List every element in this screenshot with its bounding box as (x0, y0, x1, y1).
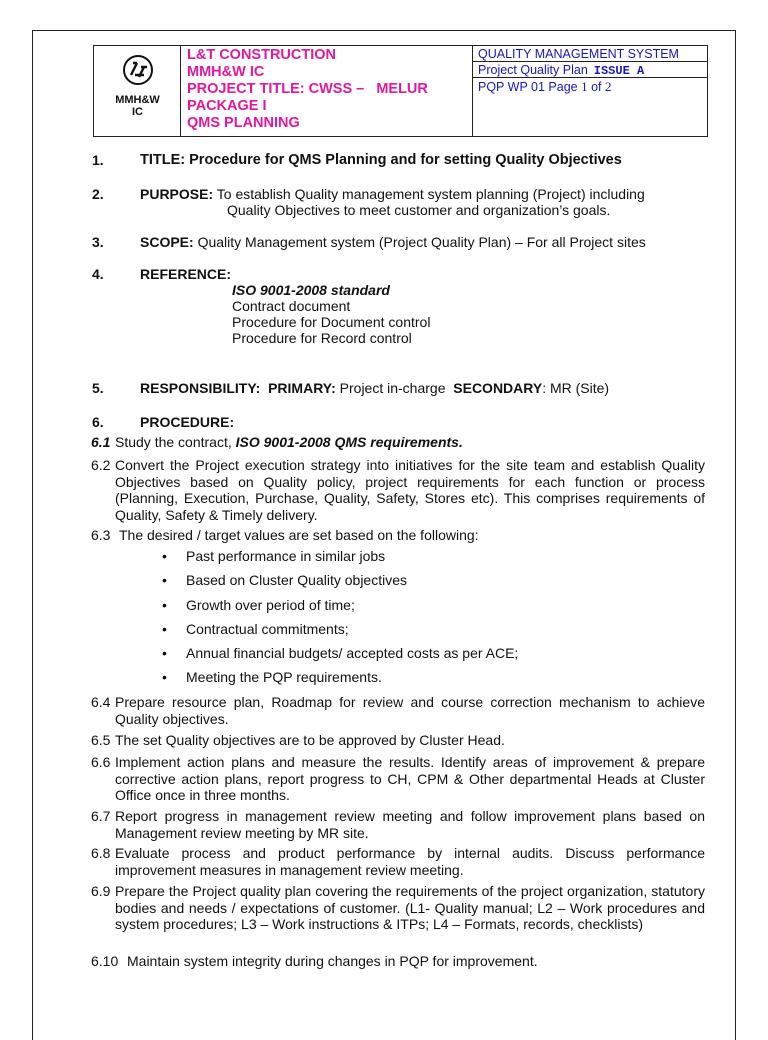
page-ref-row (473, 79, 707, 95)
issue-label: ISSUE A (593, 64, 645, 78)
purpose-text-line2: Quality Objectives to meet customer and organization’s goals. (227, 202, 611, 218)
step-number: 6.7 (91, 808, 111, 824)
procedure-step-6-5 (91, 732, 705, 749)
logo-caption-line1: MMH&W (115, 94, 160, 106)
logo-cell (94, 46, 181, 136)
target-basis-list (162, 548, 518, 694)
responsibility-label: RESPONSIBILITY: (140, 380, 261, 396)
package-name: PACKAGE I (187, 98, 267, 114)
division-name: MMH&W IC (187, 64, 265, 80)
list-item: • Contractual commitments; (162, 620, 349, 637)
reference-item: Procedure for Record control (232, 330, 412, 346)
procedure-step-6-1 (91, 434, 705, 451)
qms-info-block (473, 46, 707, 136)
step-text: Prepare resource plan, Roadmap for review and course correction mechanism to achieve Quality objectives. (115, 694, 705, 727)
step-text: Evaluate process and product performance by internal audits. Discuss performance improvement measures in management review meeting. (115, 845, 705, 878)
document-header (93, 45, 708, 137)
plan-label: Project Quality Plan (478, 63, 588, 77)
page-number: 1 (581, 79, 588, 94)
step-text: Implement action plans and measure the results. Identify areas of improvement & prepare corrective action plans, report progress to CH, CPM & Other departmental Heads at Cluster Office once in three months. (115, 754, 705, 803)
step-number: 6.3 (91, 527, 111, 543)
list-item-text: Meeting the PQP requirements. (186, 669, 382, 686)
step-number: 6.8 (91, 845, 111, 861)
step-text: The set Quality objectives are to be approved by Cluster Head. (115, 732, 505, 748)
section-number: 4. (92, 266, 104, 282)
procedure-step-6-3 (91, 527, 705, 544)
step-number: 6.6 (91, 754, 111, 770)
secondary-label: SECONDARY (453, 380, 543, 396)
section-number: 2. (92, 186, 104, 202)
procedure-label: PROCEDURE: (140, 414, 235, 430)
step-text: Maintain system integrity during changes in PQP for improvement. (127, 953, 538, 969)
scope-text: Quality Management system (Project Quality Plan) – For all Project sites (197, 234, 646, 250)
step-text-emphasis: ISO 9001-2008 QMS requirements. (235, 434, 463, 450)
primary-label: PRIMARY: (268, 380, 336, 396)
section-number: 3. (92, 234, 104, 250)
list-item-text: Contractual commitments; (186, 620, 349, 637)
step-number: 6.10 (91, 953, 119, 969)
procedure-step-6-9 (91, 883, 705, 933)
step-text: Prepare the Project quality plan covering the requirements of the project organization, statutory bodies and needs / expectations of customer. (L1- Quality manual; L2 – Work procedures and system procedures; L3 – Work instructions & ITPs; L4 – Formats, records, checklists) (115, 883, 705, 932)
list-item: • Annual financial budgets/ accepted costs as per ACE; (162, 645, 519, 662)
procedure-step-6-4 (91, 694, 705, 727)
purpose-text-line1: To establish Quality management system planning (Project) including (216, 186, 645, 202)
procedure-step-6-7 (91, 808, 705, 841)
reference-item: ISO 9001-2008 standard (232, 282, 390, 298)
reference-item: Contract document (232, 298, 351, 314)
logo-caption-line2: IC (132, 106, 143, 118)
section-number: 1. (92, 152, 104, 168)
logo-caption (94, 94, 181, 118)
list-item-text: Past performance in similar jobs (186, 548, 386, 564)
scope-label: SCOPE: (140, 234, 194, 250)
section-number: 6. (92, 414, 104, 430)
step-text: Convert the Project execution strategy into initiatives for the site team and establish Quality Objectives based on Quality policy, project requirements for each function or process (Planning, Execution, Purchase, Quality, Safety, Stores etc). This comprises requirements of Quality, Safety & Timely delivery. (115, 457, 705, 523)
plan-issue-row (473, 62, 707, 78)
page-total: 2 (605, 79, 612, 94)
list-item-text: Based on Cluster Quality objectives (186, 572, 407, 589)
list-item: • Past performance in similar jobs (162, 548, 386, 564)
list-item: • Meeting the PQP requirements. (162, 669, 382, 686)
purpose-label: PURPOSE: (140, 186, 214, 202)
list-item-text: Growth over period of time; (186, 596, 355, 613)
project-title-block (181, 46, 473, 136)
step-text: Report progress in management review meeting and follow improvement plans based on Management review meeting by MR site. (115, 808, 705, 841)
step-number: 6.9 (91, 883, 111, 899)
step-number: 6.5 (91, 732, 111, 748)
procedure-step-6-2 (91, 457, 705, 523)
list-item: • Growth over period of time; (162, 596, 355, 613)
list-item: • Based on Cluster Quality objectives (162, 572, 407, 589)
section-number: 5. (92, 380, 104, 396)
list-item-text: Annual financial budgets/ accepted costs as per ACE; (186, 645, 519, 662)
reference-label: REFERENCE: (140, 266, 232, 282)
step-text: The desired / target values are set based on the following: (119, 527, 479, 543)
qms-system-label: QUALITY MANAGEMENT SYSTEM (473, 46, 707, 62)
secondary-value: : MR (Site) (542, 380, 610, 396)
procedure-step-6-6 (91, 754, 705, 804)
reference-list (232, 282, 430, 346)
company-name: L&T CONSTRUCTION (187, 47, 337, 63)
reference-item: Procedure for Document control (232, 314, 431, 330)
step-number: 6.4 (91, 694, 111, 710)
lt-logo-icon (122, 54, 154, 86)
doc-ref: PQP WP 01 Page (478, 80, 578, 94)
procedure-step-6-8 (91, 845, 705, 878)
document-subject: QMS PLANNING (187, 115, 300, 131)
step-number: 6.2 (91, 457, 111, 473)
primary-value: Project in-charge (339, 380, 446, 396)
page-of: of (591, 80, 602, 94)
section-title-text: TITLE: Procedure for QMS Planning and for setting Quality Objectives (140, 152, 622, 168)
project-title: PROJECT TITLE: CWSS – MELUR (187, 81, 428, 97)
procedure-step-6-10 (91, 953, 705, 970)
step-number: 6.1 (91, 434, 111, 450)
step-text: Study the contract, (115, 434, 232, 450)
